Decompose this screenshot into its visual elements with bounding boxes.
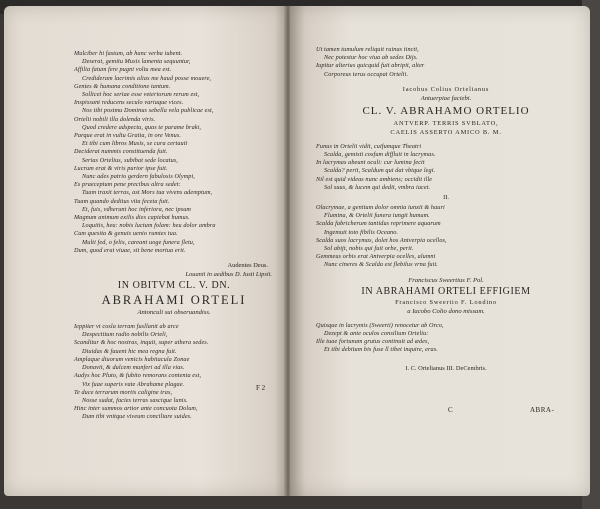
poem-line: Sol abijt, nobis qui fuit orbe, perit. xyxy=(324,245,414,253)
poem-line: Corporeus terus occupat Ortelii. xyxy=(324,70,409,78)
poem-block-2 xyxy=(316,204,576,270)
poem-line: Donavit, & dulcem munferi ad illa vias. xyxy=(82,364,185,372)
poem-line: In lacrymas abeunt oculi: cur lumina fecit xyxy=(316,159,425,167)
poem-line: Et tibi debitum bis fuse ll tibet inquire, eras. xyxy=(324,346,438,354)
poem-block-3 xyxy=(316,322,576,355)
poem-line: Dezept & ante oculos consilium Orteliu: xyxy=(324,329,429,337)
poem-line: Ieppiter vt cosla terram fusllanit ab arce xyxy=(74,323,179,331)
poem-line: Tuam quando deditus vita feceta fuit. xyxy=(74,197,170,205)
poem-line: Vix fuae superis vate Abrahame plagae. xyxy=(82,380,185,388)
poem-line: Credideram lacrimis alias me haud posse mouere, xyxy=(82,74,212,82)
poem-line: Nosse sudat, facies terras sascique lunis. xyxy=(82,396,188,404)
poem-line: Sollicet hoc seriae esse veteriorum rerum est, xyxy=(82,91,200,99)
poem-line: Scalda suos lacrymas, dolet hos Antverpia ocellos, xyxy=(316,236,447,244)
poem-line: Gentes & humana conditione tantum. xyxy=(74,82,171,90)
author-name: Audentes Deus. xyxy=(227,262,268,270)
poem-block-2 xyxy=(74,323,274,421)
poem-line: Tuam traxit terras, ast Mors tua vivens ademptum, xyxy=(82,189,213,197)
poem-line: Scanditur & hoc nostras, inquit, super athera sedes. xyxy=(74,339,209,347)
catchword: ABRA- xyxy=(530,406,555,414)
poem-block-1 xyxy=(316,143,576,192)
poem-line: Nunc ades patrio gerdern fabulosis Olympi, xyxy=(82,173,195,181)
poem-line: Hinc inter summos artior ante concuota Dolum, xyxy=(74,405,198,413)
dedication-line-2: ANTVERP. TERRIS SVBLATO, xyxy=(393,119,499,127)
poem-line: Parque erat in vultu Gratia, in ore Venus. xyxy=(74,132,182,140)
poem-block-1 xyxy=(74,50,274,255)
poem-line: Audys hoc Pluto, & fubito remorans contenta est, xyxy=(74,372,202,380)
author-location: Louanii in aedibus D. Iusti Lipsii. xyxy=(185,271,272,279)
poem-line: Diuidas & fauent hic mea regna fuit. xyxy=(82,347,177,355)
poem-line: Affilia fatum fere pugni voltu mea est. xyxy=(74,66,172,74)
poem-line: Quod credere adspectu, quas te parame braki, xyxy=(82,123,202,131)
poem-line: Ille tuae fortunam grutus continuit ad ædes, xyxy=(316,338,430,346)
poem-line: Es praeceptum pene precibus altra sedet: xyxy=(74,181,181,189)
poem-line: Deserat, gemitu Musis lamenta sequuntur, xyxy=(82,58,191,66)
poem-line: Deciderat nummis constituenda fuit. xyxy=(74,148,168,156)
poem-line: Nos tibi postmu Dominus sebella vela publicae est, xyxy=(82,107,214,115)
section-heading: IN OBITVM CL. V. DN. xyxy=(117,280,231,292)
page-signature: C xyxy=(448,406,453,414)
poem-line: Te duce terrarum mortis caligine tras, xyxy=(74,388,173,396)
poem-line: Amplaque diuorum venicis habitacula Zonae xyxy=(74,355,190,363)
poem-line: Funus in Ortelii vidit, cuifumque Theatri xyxy=(316,142,422,150)
poem-line: Sol suus, & lucem qui dedit, vmbra iacet. xyxy=(324,183,431,191)
section-title: ABRAHAMI ORTELI xyxy=(101,293,247,308)
poem-line: Quisque in lacrymis (Sweerti) renocetur ab Orco, xyxy=(316,321,444,329)
poem-line: Inspissant reducens seculo variaque vices. xyxy=(74,99,184,107)
effigy-subheading: Francisco Sweertio F. Londino xyxy=(395,298,497,306)
page-signature: F 2 xyxy=(256,384,266,392)
poem-line: Et tibi cum libros Musis, se cura certauit xyxy=(82,140,188,148)
poem-line: Multi fed, o felix, careant uoge funera fletu, xyxy=(82,238,195,246)
poem-line: Ut tamen tumulum reliquit ruinas tincti, xyxy=(316,46,419,53)
left-page xyxy=(4,6,286,496)
poem-top xyxy=(316,46,576,79)
poem-line: Ortelii nobili illa dolenda viris. xyxy=(74,115,156,123)
poem-line: Iupitur alterius quicquid fuit abripit, alter xyxy=(316,62,425,70)
poem-line: Flumina, & Ortelii funera iungit humum. xyxy=(324,212,430,220)
poem-line: Magnum animum exilis dies capiebat humus. xyxy=(74,214,190,222)
left-page-text xyxy=(74,50,274,422)
section-number: II. xyxy=(443,194,449,202)
poem-line: Nec potestur hoc viua ab sedes Dijs. xyxy=(324,54,418,62)
poem-line: Nil est quid videas nunc ambiens; occidit ille xyxy=(316,175,433,183)
poem-line: Scalda fabricherum tantidus reprimere aquarum xyxy=(316,220,441,228)
poem-line: Et, fuis, vdherunt hoc inferiora, nec ipsum xyxy=(82,205,191,213)
attribution-2: Franciscus Sweertius F. Pol. xyxy=(408,276,484,284)
poem-line: Mulciber hi fastum, ab hunc verba iubent. xyxy=(74,50,183,57)
poem-line: Loquitis, heu: nobis luctum folam: heu dolor ambra xyxy=(82,222,216,230)
poem-line: Ingemuit toto fibilis Oceano. xyxy=(324,228,399,236)
poem-line: Gemmeus orbis erat Antverpia ocelles, alumni xyxy=(316,253,436,261)
poem-line: Serias Ortelius, subibat sede locatus, xyxy=(82,156,178,164)
effigy-subheading-2: a Iacobo Colio dono missam. xyxy=(407,307,485,315)
section-subtitle: Antonculi sui obseruandiss. xyxy=(137,309,211,317)
dedication-line-3: CAELIS ASSERTO AMICO B. M. xyxy=(390,128,502,136)
poem-line: Lucrum erat & viris purior ipse fuit. xyxy=(74,164,168,172)
poem-line: Despectitum radio nobilis Orteli, xyxy=(82,331,168,339)
right-page xyxy=(290,6,590,496)
poem-line: Dum, quod erat viuae, sit bene mortua erit. xyxy=(74,246,186,254)
poem-line: Scalda, gemisti cosfum diffluit in lacrymas. xyxy=(324,151,436,159)
poem-line: Scalda? perit, Scaldum qui dat vbique legi. xyxy=(324,167,436,175)
poem-line: Dum tibi vnitque viveum conciliare suides. xyxy=(82,413,192,421)
poem-line: Nunc cineres & Scalda est flebilus vrna fuit. xyxy=(324,261,438,269)
dedication-title: CL. V. ABRAHAMO ORTELIO xyxy=(362,104,530,117)
poem-line: Cum quesita & genuis uenio rumtes tua. xyxy=(74,230,178,238)
attribution: Iacobus Colius Ortelianus xyxy=(402,85,490,93)
right-page-text xyxy=(316,46,576,373)
closing-line: I. C. Ortelianus III. DeCembris. xyxy=(405,365,487,373)
poem-line: Olacrymae, a genitum dolor omnia iunxit & hauri xyxy=(316,204,445,212)
attribution-sub: Antuerpiae faciebi. xyxy=(420,94,472,102)
effigy-heading: IN ABRAHAMI ORTELI EFFIGIEM xyxy=(361,285,531,297)
